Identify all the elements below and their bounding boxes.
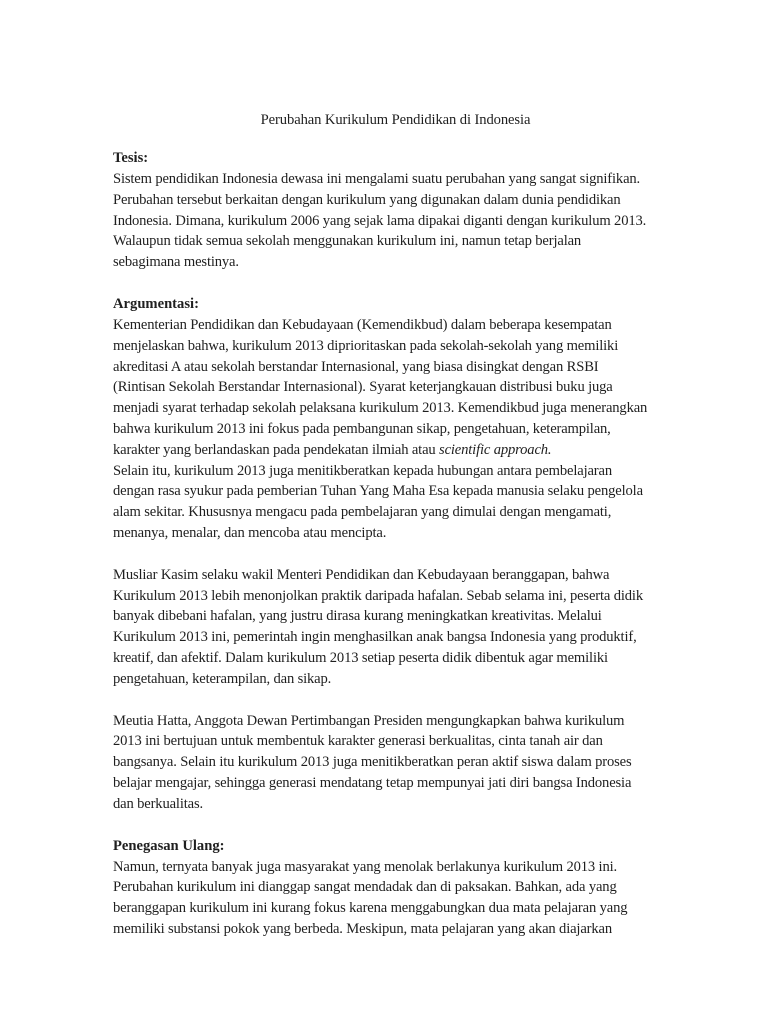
text-line: Musliar Kasim selaku wakil Menteri Pendidikan dan Kebudayaan beranggapan, bahwa	[113, 566, 610, 583]
paragraph-musliar-kasim	[113, 565, 678, 690]
paragraph-spacer	[113, 690, 678, 711]
text-line: Meutia Hatta, Anggota Dewan Pertimbangan Presiden mengungkapkan bahwa kurikulum	[113, 712, 625, 729]
section-musliar-kasim	[113, 565, 678, 690]
italic-term: scientific approach.	[439, 441, 552, 458]
paragraph-spacer	[113, 544, 678, 565]
paragraph-meutia-hatta	[113, 711, 678, 815]
text-line: menanya, menalar, dan mencoba atau mencipta.	[113, 524, 387, 541]
text-line: dengan rasa syukur pada pemberian Tuhan Yang Maha Esa kepada manusia selaku pengelola	[113, 483, 643, 500]
text-line: memiliki substansi pokok yang berbeda. Meskipun, mata pelajaran yang akan diajarkan	[113, 920, 612, 937]
paragraph-argumentasi	[113, 315, 678, 544]
section-tesis	[113, 148, 678, 273]
text-line-with-italic	[113, 440, 678, 461]
text-line: Perubahan tersebut berkaitan dengan kurikulum yang digunakan dalam dunia pendidikan	[113, 191, 621, 208]
paragraph-penegasan-ulang	[113, 857, 678, 940]
text-line: akreditasi A atau sekolah berstandar Internasional, yang biasa disingkat dengan RSBI	[113, 358, 599, 375]
document-title: Perubahan Kurikulum Pendidikan di Indonesia	[260, 112, 531, 128]
text-line: menjelaskan bahwa, kurikulum 2013 diprioritaskan pada sekolah-sekolah yang memiliki	[113, 337, 619, 354]
text-line: menjadi syarat terhadap sekolah pelaksana kurikulum 2013. Kemendikbud juga menerangkan	[113, 400, 648, 417]
text-line: banyak dibebani hafalan, yang justru dirasa kurang meningkatkan kreativitas. Melalui	[113, 608, 602, 625]
text-line: Walaupun tidak semua sekolah menggunakan kurikulum ini, namun tetap berjalan	[113, 233, 582, 250]
paragraph-spacer	[113, 273, 678, 294]
section-heading-tesis: Tesis:	[113, 150, 149, 166]
text-line: Perubahan kurikulum ini dianggap sangat mendadak dan di paksakan. Bahkan, ada yang	[113, 879, 617, 896]
text-line: Selain itu, kurikulum 2013 juga menitikberatkan kepada hubungan antara pembelajaran	[113, 462, 612, 479]
text-line: dan berkualitas.	[113, 795, 203, 812]
text-line: sebagimana mestinya.	[113, 254, 239, 271]
document-page	[113, 110, 678, 940]
text-line: Namun, ternyata banyak juga masyarakat yang menolak berlakunya kurikulum 2013 ini.	[113, 858, 618, 875]
text-line: 2013 ini bertujuan untuk membentuk karakter generasi berkualitas, cinta tanah air dan	[113, 733, 603, 750]
section-heading-penegasan-ulang: Penegasan Ulang:	[113, 837, 225, 854]
text-line: belajar mengajar, sehingga generasi mendatang tetap mempunyai jati diri bangsa Indonesia	[113, 774, 632, 791]
paragraph-tesis	[113, 169, 678, 273]
section-argumentasi	[113, 294, 678, 544]
section-penegasan-ulang	[113, 836, 678, 940]
paragraph-spacer	[113, 815, 678, 836]
text-fragment: karakter yang berlandaskan pada pendekatan ilmiah atau	[113, 441, 440, 458]
text-line: Kurikulum 2013 ini, pemerintah ingin menghasilkan anak bangsa Indonesia yang produktif,	[113, 629, 637, 646]
text-line: Kurikulum 2013 lebih menonjolkan praktik daripada hafalan. Sebab selama ini, peserta didik	[113, 587, 643, 604]
text-line: kreatif, dan afektif. Dalam kurikulum 2013 setiap peserta didik dibentuk agar memiliki	[113, 649, 608, 666]
text-line: Sistem pendidikan Indonesia dewasa ini mengalami suatu perubahan yang sangat signifikan.	[113, 171, 641, 187]
text-line: bahwa kurikulum 2013 ini fokus pada pembangunan sikap, pengetahuan, keterampilan,	[113, 420, 611, 437]
text-line: Kementerian Pendidikan dan Kebudayaan (Kemendikbud) dalam beberapa kesempatan	[113, 316, 612, 333]
text-line: (Rintisan Sekolah Berstandar Internasional). Syarat keterjangkauan distribusi buku juga	[113, 379, 613, 396]
text-line: Indonesia. Dimana, kurikulum 2006 yang sejak lama dipakai diganti dengan kurikulum 2013.	[113, 212, 647, 229]
section-heading-argumentasi: Argumentasi:	[113, 295, 199, 312]
text-line: pengetahuan, keterampilan, dan sikap.	[113, 670, 332, 687]
text-line: bangsanya. Selain itu kurikulum 2013 juga menitikberatkan peran aktif siswa dalam proses	[113, 754, 632, 771]
text-line: beranggapan kurikulum ini kurang fokus karena menggabungkan dua mata pelajaran yang	[113, 900, 628, 917]
section-meutia-hatta	[113, 711, 678, 815]
text-line: alam sekitar. Khususnya mengacu pada pembelajaran yang dimulai dengan mengamati,	[113, 504, 612, 521]
